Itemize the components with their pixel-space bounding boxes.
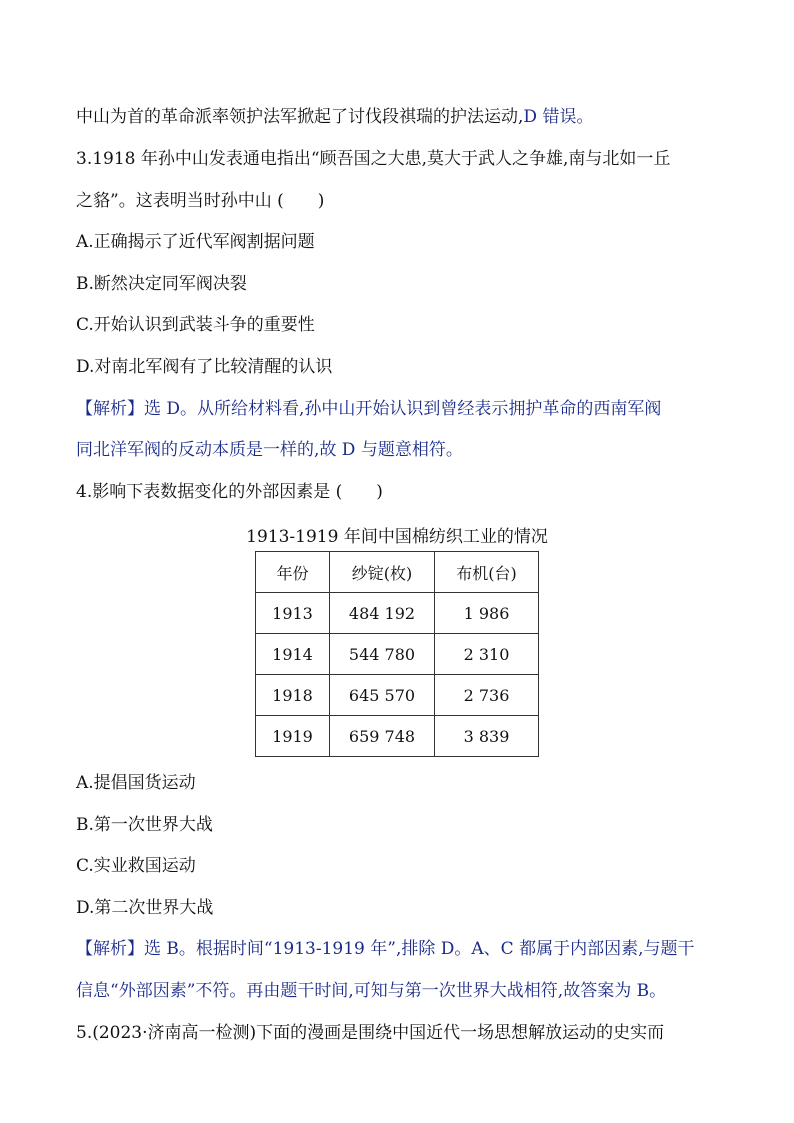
question-3-analysis-line-2: 同北洋军阀的反动本质是一样的,故 D 与题意相符。 [76, 440, 463, 460]
prev-answer-tail-line [76, 107, 593, 127]
question-3-option-b: B.断然决定同军阀决裂 [76, 274, 247, 294]
table-cell: 3 839 [435, 716, 539, 757]
question-4-option-a: A.提倡国货运动 [76, 773, 196, 793]
question-5-stem: 5.(2023·济南高一检测)下面的漫画是围绕中国近代一场思想解放运动的史实而 [76, 1023, 665, 1043]
table-row [256, 675, 539, 716]
question-3-option-a: A.正确揭示了近代军阀割据问题 [76, 232, 315, 252]
table-cell: 1918 [256, 675, 330, 716]
table-cell: 2 736 [435, 675, 539, 716]
cotton-industry-table [255, 551, 539, 757]
question-3-stem-line-1: 3.1918 年孙中山发表通电指出“顾吾国之大患,莫大于武人之争雄,南与北如一丘 [76, 149, 671, 169]
table-row [256, 716, 539, 757]
table-header-cell: 纱锭(枚) [330, 552, 435, 593]
table-cell: 1914 [256, 634, 330, 675]
table-cell: 544 780 [330, 634, 435, 675]
table-header-cell: 布机(台) [435, 552, 539, 593]
prev-answer-text: 中山为首的革命派率领护法军掀起了讨伐段祺瑞的护法运动, [76, 107, 524, 127]
table-cell: 1913 [256, 593, 330, 634]
table-cell: 2 310 [435, 634, 539, 675]
question-4-option-d: D.第二次世界大战 [76, 898, 214, 918]
question-3-analysis-line-1: 【解析】选 D。从所给材料看,孙中山开始认识到曾经表示拥护革命的西南军阀 [76, 399, 662, 419]
table-cell: 484 192 [330, 593, 435, 634]
question-4-option-c: C.实业救国运动 [76, 856, 196, 876]
table-cell: 645 570 [330, 675, 435, 716]
question-4-option-b: B.第一次世界大战 [76, 815, 213, 835]
question-4-stem: 4.影响下表数据变化的外部因素是 ( ) [76, 482, 383, 502]
question-4-analysis-line-1: 【解析】选 B。根据时间“1913-1919 年”,排除 D。A、C 都属于内部因素,与题干 [76, 939, 695, 959]
table-cell: 1 986 [435, 593, 539, 634]
table-cell: 659 748 [330, 716, 435, 757]
table-header-cell: 年份 [256, 552, 330, 593]
table-title: 1913-1919 年间中国棉纺织工业的情况 [246, 527, 548, 547]
question-3-option-d: D.对南北军阀有了比较清醒的认识 [76, 357, 333, 377]
question-4-analysis-line-2: 信息“外部因素”不符。再由题干时间,可知与第一次世界大战相符,故答案为 B。 [76, 981, 667, 1001]
table-cell: 1919 [256, 716, 330, 757]
table-row [256, 593, 539, 634]
prev-answer-conclusion: D 错误。 [523, 107, 594, 127]
question-3-stem-line-2: 之貉”。这表明当时孙中山 ( ) [76, 191, 325, 211]
table-header-row [256, 552, 539, 593]
question-3-option-c: C.开始认识到武装斗争的重要性 [76, 315, 315, 335]
table-row [256, 634, 539, 675]
